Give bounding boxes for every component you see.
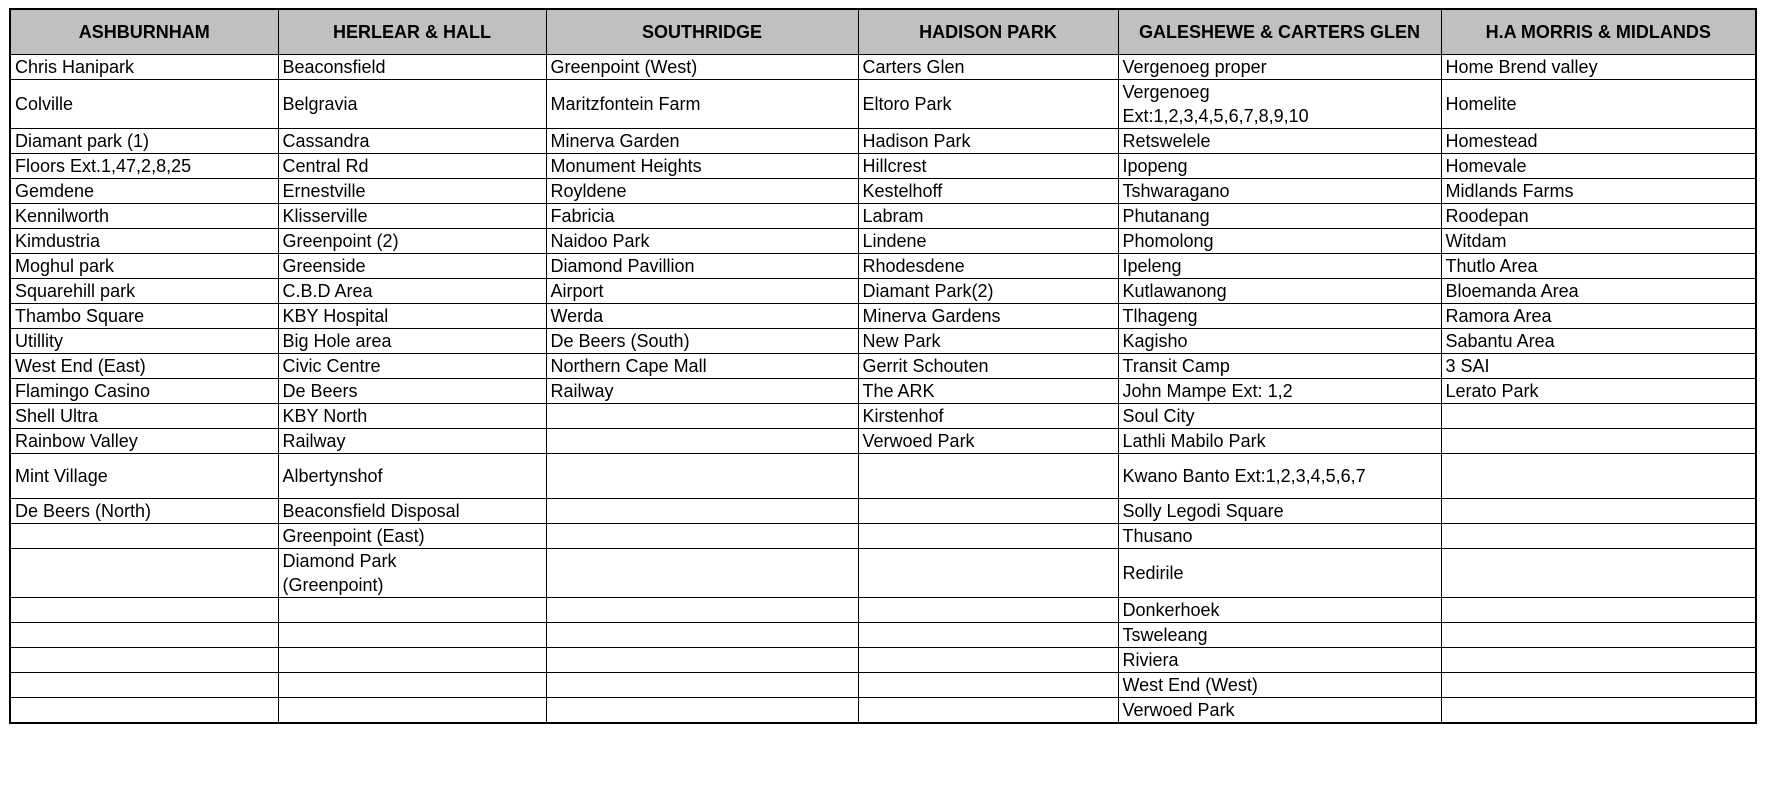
table-cell: [858, 549, 1118, 598]
table-cell: [10, 648, 278, 673]
table-cell: Maritzfontein Farm: [546, 80, 858, 129]
table-cell: Belgravia: [278, 80, 546, 129]
table-cell: Lindene: [858, 229, 1118, 254]
table-cell: Albertynshof: [278, 454, 546, 499]
table-cell: Eltoro Park: [858, 80, 1118, 129]
column-header: GALESHEWE & CARTERS GLEN: [1118, 9, 1441, 55]
table-cell: John Mampe Ext: 1,2: [1118, 379, 1441, 404]
table-row: [10, 55, 1756, 80]
header-row: [10, 9, 1756, 55]
table-cell: Roodepan: [1441, 204, 1756, 229]
table-cell: [546, 429, 858, 454]
table-row: [10, 354, 1756, 379]
table-cell: Beaconsfield Disposal: [278, 499, 546, 524]
table-cell: Northern Cape Mall: [546, 354, 858, 379]
table-cell: Labram: [858, 204, 1118, 229]
table-row: [10, 454, 1756, 499]
table-cell: Diamond Pavillion: [546, 254, 858, 279]
table-row: [10, 499, 1756, 524]
table-row: [10, 598, 1756, 623]
table-cell: Diamond Park (Greenpoint): [278, 549, 546, 598]
table-cell: [858, 698, 1118, 724]
table-cell: Moghul park: [10, 254, 278, 279]
table-cell: Retswelele: [1118, 129, 1441, 154]
column-header: HADISON PARK: [858, 9, 1118, 55]
table-cell: Thusano: [1118, 524, 1441, 549]
table-cell: [10, 598, 278, 623]
table-cell: Kwano Banto Ext:1,2,3,4,5,6,7: [1118, 454, 1441, 499]
table-cell: Hillcrest: [858, 154, 1118, 179]
column-header: H.A MORRIS & MIDLANDS: [1441, 9, 1756, 55]
table-cell: C.B.D Area: [278, 279, 546, 304]
table-cell: [10, 524, 278, 549]
table-cell: [546, 404, 858, 429]
table-cell: Gemdene: [10, 179, 278, 204]
table-cell: [546, 499, 858, 524]
table-cell: Airport: [546, 279, 858, 304]
table-cell: Home Brend valley: [1441, 55, 1756, 80]
table-cell: Fabricia: [546, 204, 858, 229]
table-cell: Minerva Gardens: [858, 304, 1118, 329]
table-row: [10, 379, 1756, 404]
table-cell: [858, 673, 1118, 698]
table-row: [10, 623, 1756, 648]
table-cell: [1441, 623, 1756, 648]
table-cell: [1441, 673, 1756, 698]
table-cell: Ipeleng: [1118, 254, 1441, 279]
table-cell: Flamingo Casino: [10, 379, 278, 404]
table-cell: Gerrit Schouten: [858, 354, 1118, 379]
table-cell: Midlands Farms: [1441, 179, 1756, 204]
table-cell: 3 SAI: [1441, 354, 1756, 379]
table-row: [10, 698, 1756, 724]
table-cell: [858, 524, 1118, 549]
table-row: [10, 524, 1756, 549]
table-cell: Tsweleang: [1118, 623, 1441, 648]
table-cell: Donkerhoek: [1118, 598, 1441, 623]
table-cell: Lerato Park: [1441, 379, 1756, 404]
table-cell: Lathli Mabilo Park: [1118, 429, 1441, 454]
table-cell: The ARK: [858, 379, 1118, 404]
table-cell: Phomolong: [1118, 229, 1441, 254]
table-cell: [10, 673, 278, 698]
table-cell: [1441, 698, 1756, 724]
table-cell: [278, 698, 546, 724]
table-cell: Sabantu Area: [1441, 329, 1756, 354]
table-cell: Verwoed Park: [1118, 698, 1441, 724]
table-cell: [858, 598, 1118, 623]
table-cell: Carters Glen: [858, 55, 1118, 80]
table-cell: [1441, 648, 1756, 673]
table-body: [10, 55, 1756, 724]
table-cell: [546, 623, 858, 648]
table-row: [10, 304, 1756, 329]
table-cell: Vergenoeg Ext:1,2,3,4,5,6,7,8,9,10: [1118, 80, 1441, 129]
table-cell: Beaconsfield: [278, 55, 546, 80]
table-row: [10, 549, 1756, 598]
page: [9, 8, 1757, 724]
table-cell: [278, 623, 546, 648]
table-cell: Kestelhoff: [858, 179, 1118, 204]
column-header: ASHBURNHAM: [10, 9, 278, 55]
table-cell: Kagisho: [1118, 329, 1441, 354]
table-cell: West End (East): [10, 354, 278, 379]
table-cell: Homelite: [1441, 80, 1756, 129]
table-row: [10, 229, 1756, 254]
table-cell: Riviera: [1118, 648, 1441, 673]
column-header: SOUTHRIDGE: [546, 9, 858, 55]
table-cell: New Park: [858, 329, 1118, 354]
table-cell: [10, 698, 278, 724]
table-cell: Mint Village: [10, 454, 278, 499]
table-cell: Kirstenhof: [858, 404, 1118, 429]
table-cell: Shell Ultra: [10, 404, 278, 429]
column-header: HERLEAR & HALL: [278, 9, 546, 55]
table-cell: Witdam: [1441, 229, 1756, 254]
table-cell: [10, 549, 278, 598]
table-cell: [546, 648, 858, 673]
table-cell: [1441, 499, 1756, 524]
table-cell: Vergenoeg proper: [1118, 55, 1441, 80]
table-cell: Greenside: [278, 254, 546, 279]
table-cell: Civic Centre: [278, 354, 546, 379]
table-cell: [546, 673, 858, 698]
areas-table: [9, 8, 1757, 724]
table-cell: De Beers: [278, 379, 546, 404]
table-cell: De Beers (South): [546, 329, 858, 354]
table-cell: Greenpoint (East): [278, 524, 546, 549]
table-cell: [1441, 404, 1756, 429]
table-cell: KBY Hospital: [278, 304, 546, 329]
table-row: [10, 129, 1756, 154]
table-cell: KBY North: [278, 404, 546, 429]
table-cell: Naidoo Park: [546, 229, 858, 254]
table-cell: [1441, 454, 1756, 499]
table-row: [10, 404, 1756, 429]
table-cell: [858, 499, 1118, 524]
table-cell: Cassandra: [278, 129, 546, 154]
table-cell: Ipopeng: [1118, 154, 1441, 179]
table-cell: [546, 598, 858, 623]
table-cell: Redirile: [1118, 549, 1441, 598]
table-cell: Railway: [278, 429, 546, 454]
table-cell: Tlhageng: [1118, 304, 1441, 329]
table-cell: [278, 598, 546, 623]
table-cell: Tshwaragano: [1118, 179, 1441, 204]
table-cell: Royldene: [546, 179, 858, 204]
table-cell: Solly Legodi Square: [1118, 499, 1441, 524]
table-cell: Kimdustria: [10, 229, 278, 254]
table-cell: Hadison Park: [858, 129, 1118, 154]
table-cell: [10, 623, 278, 648]
table-cell: Greenpoint (West): [546, 55, 858, 80]
table-row: [10, 254, 1756, 279]
table-cell: Rhodesdene: [858, 254, 1118, 279]
table-cell: [858, 623, 1118, 648]
table-cell: Kutlawanong: [1118, 279, 1441, 304]
table-cell: Kennilworth: [10, 204, 278, 229]
table-row: [10, 179, 1756, 204]
table-row: [10, 80, 1756, 129]
table-cell: [1441, 598, 1756, 623]
table-row: [10, 204, 1756, 229]
table-cell: Verwoed Park: [858, 429, 1118, 454]
table-row: [10, 429, 1756, 454]
table-cell: Utillity: [10, 329, 278, 354]
table-cell: De Beers (North): [10, 499, 278, 524]
table-cell: Thambo Square: [10, 304, 278, 329]
table-cell: [546, 698, 858, 724]
table-cell: Homestead: [1441, 129, 1756, 154]
table-row: [10, 329, 1756, 354]
table-cell: [1441, 549, 1756, 598]
table-row: [10, 648, 1756, 673]
table-cell: Werda: [546, 304, 858, 329]
table-cell: [1441, 429, 1756, 454]
table-cell: Phutanang: [1118, 204, 1441, 229]
table-cell: Diamant park (1): [10, 129, 278, 154]
table-cell: Ernestville: [278, 179, 546, 204]
table-cell: Transit Camp: [1118, 354, 1441, 379]
table-cell: Rainbow Valley: [10, 429, 278, 454]
table-cell: [858, 648, 1118, 673]
table-cell: [546, 454, 858, 499]
table-cell: [546, 549, 858, 598]
table-row: [10, 279, 1756, 304]
table-cell: Chris Hanipark: [10, 55, 278, 80]
table-cell: Homevale: [1441, 154, 1756, 179]
table-cell: Colville: [10, 80, 278, 129]
table-cell: West End (West): [1118, 673, 1441, 698]
table-cell: Thutlo Area: [1441, 254, 1756, 279]
table-row: [10, 673, 1756, 698]
table-cell: Soul City: [1118, 404, 1441, 429]
table-cell: Squarehill park: [10, 279, 278, 304]
table-cell: Big Hole area: [278, 329, 546, 354]
table-row: [10, 154, 1756, 179]
table-cell: [278, 673, 546, 698]
table-cell: Bloemanda Area: [1441, 279, 1756, 304]
table-cell: [278, 648, 546, 673]
table-cell: [1441, 524, 1756, 549]
table-cell: Railway: [546, 379, 858, 404]
table-cell: Monument Heights: [546, 154, 858, 179]
table-cell: [858, 454, 1118, 499]
table-cell: Minerva Garden: [546, 129, 858, 154]
table-cell: Central Rd: [278, 154, 546, 179]
table-cell: [546, 524, 858, 549]
table-cell: Floors Ext.1,47,2,8,25: [10, 154, 278, 179]
table-cell: Greenpoint (2): [278, 229, 546, 254]
table-cell: Klisserville: [278, 204, 546, 229]
table-cell: Diamant Park(2): [858, 279, 1118, 304]
table-cell: Ramora Area: [1441, 304, 1756, 329]
